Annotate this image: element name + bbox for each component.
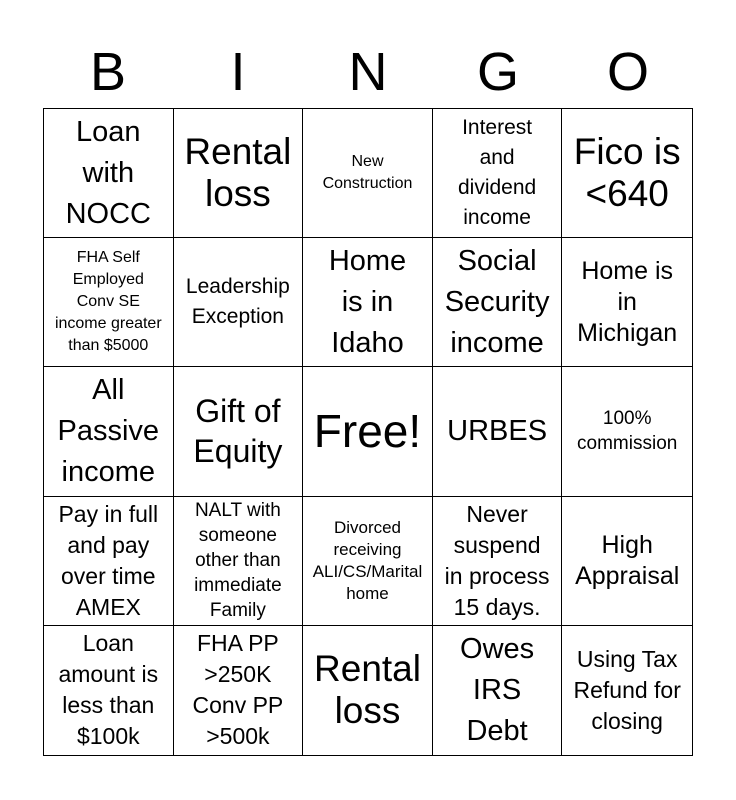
cell-text: 100% commission bbox=[577, 408, 678, 455]
bingo-cell[interactable] bbox=[433, 238, 563, 367]
header-letter-o: O bbox=[606, 42, 649, 102]
cell-text: Fico is <640 bbox=[573, 131, 681, 215]
bingo-cell[interactable] bbox=[562, 626, 692, 755]
cell-text: High Appraisal bbox=[575, 530, 680, 590]
bingo-cell[interactable] bbox=[303, 238, 433, 367]
bingo-cell[interactable] bbox=[44, 238, 174, 367]
cell-text: NALT with someone other than immediate Family bbox=[194, 500, 282, 622]
bingo-cell[interactable] bbox=[303, 109, 433, 238]
cell-text: Home is in Michigan bbox=[577, 256, 678, 347]
bingo-cell[interactable] bbox=[562, 238, 692, 367]
cell-text: Rental loss bbox=[314, 648, 421, 732]
cell-text: URBES bbox=[447, 414, 548, 447]
bingo-cell[interactable] bbox=[303, 497, 433, 626]
free-space-cell[interactable] bbox=[303, 367, 433, 496]
cell-text: All Passive income bbox=[57, 373, 160, 488]
header-letter-i: I bbox=[230, 42, 246, 102]
bingo-cell[interactable] bbox=[174, 497, 304, 626]
bingo-cell[interactable] bbox=[174, 109, 304, 238]
bingo-cell[interactable] bbox=[174, 238, 304, 367]
header-letter-n: N bbox=[348, 42, 388, 102]
cell-text: New Construction bbox=[322, 153, 413, 193]
cell-text: Owes IRS Debt bbox=[460, 632, 535, 747]
bingo-cell[interactable] bbox=[562, 109, 692, 238]
bingo-cell[interactable] bbox=[174, 367, 304, 496]
cell-text: Social Security income bbox=[444, 244, 550, 359]
bingo-cell[interactable] bbox=[44, 497, 174, 626]
cell-text: Using Tax Refund for closing bbox=[573, 645, 681, 734]
bingo-cell[interactable] bbox=[433, 497, 563, 626]
bingo-header bbox=[43, 40, 693, 104]
cell-text: Rental loss bbox=[184, 131, 292, 215]
cell-text: Divorced receiving ALI/CS/Marital home bbox=[312, 517, 423, 603]
bingo-cell[interactable] bbox=[174, 626, 304, 755]
bingo-cell[interactable] bbox=[433, 626, 563, 755]
cell-text: Loan with NOCC bbox=[65, 115, 151, 230]
header-letter-g: G bbox=[476, 42, 519, 102]
cell-text: Pay in full and pay over time AMEX bbox=[58, 500, 159, 620]
bingo-board bbox=[43, 108, 693, 756]
bingo-cell[interactable] bbox=[562, 367, 692, 496]
cell-text: Leadership Exception bbox=[185, 275, 290, 329]
header-letter-b: B bbox=[89, 42, 127, 102]
bingo-cell[interactable] bbox=[433, 367, 563, 496]
cell-text: FHA PP >250K Conv PP >500k bbox=[192, 630, 284, 750]
cell-text: Interest and dividend income bbox=[457, 116, 537, 230]
bingo-cell[interactable] bbox=[44, 109, 174, 238]
free-space-text: Free! bbox=[313, 405, 422, 458]
cell-text: FHA Self Employed Conv SE income greater than $5000 bbox=[54, 249, 162, 355]
bingo-cell[interactable] bbox=[562, 497, 692, 626]
bingo-cell[interactable] bbox=[303, 626, 433, 755]
bingo-cell[interactable] bbox=[44, 626, 174, 755]
cell-text: Home is in Idaho bbox=[328, 244, 407, 359]
bingo-cell[interactable] bbox=[44, 367, 174, 496]
bingo-cell[interactable] bbox=[433, 109, 563, 238]
cell-text: Gift of Equity bbox=[193, 393, 283, 470]
cell-text: Loan amount is less than $100k bbox=[58, 630, 159, 750]
cell-text: Never suspend in process 15 days. bbox=[444, 500, 550, 620]
